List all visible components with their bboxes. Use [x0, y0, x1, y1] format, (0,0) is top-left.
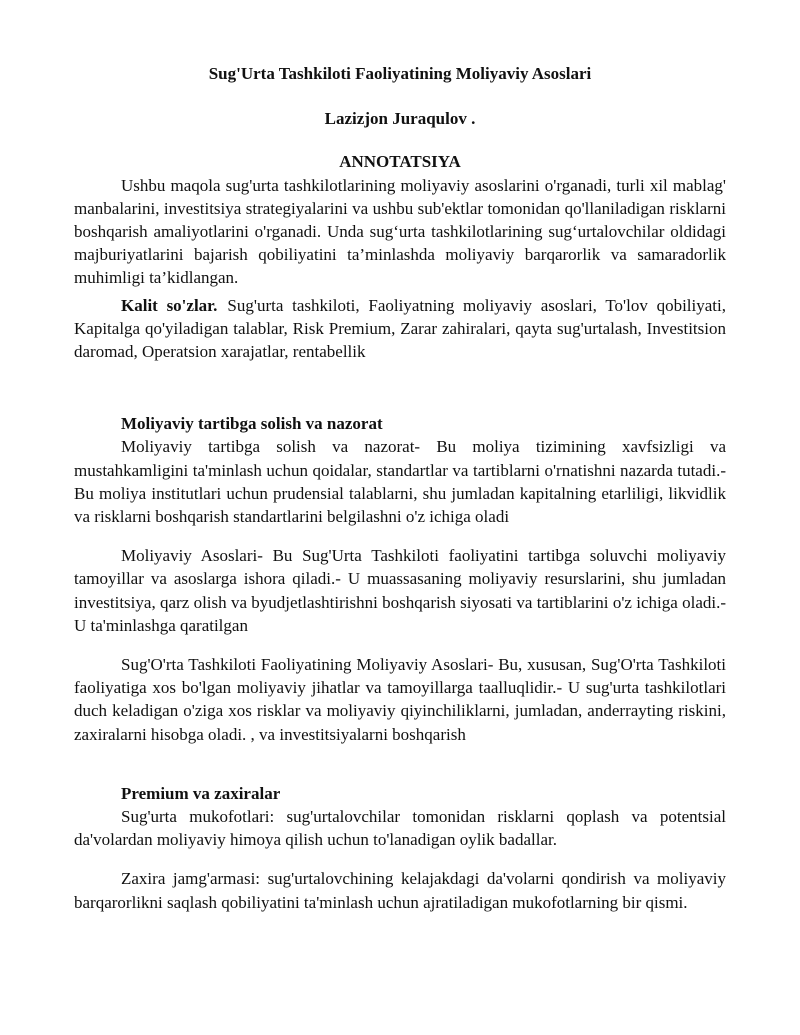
- section-heading-premium: Premium va zaxiralar: [121, 783, 281, 803]
- keywords-text: Sug'urta tashkiloti, Faoliyatning moliyaviy asoslari, To'lov qobiliyati, Kapitalga qo'yiladigan talablar, Risk Premium, Zarar zahiralari, qayta sug'urtalash, Investitsion daromad, Operatsion xarajatlar, rentabellik: [74, 295, 726, 362]
- annotation-text: Ushbu maqola sug'urta tashkilotlarining moliyaviy asoslarini o'rganadi, turli xil mablag' manbalarini, investitsiya strategiyalarini va ushbu sub'ektlar tomonidan qo'llaniladigan risklarni boshqarish amaliyotlarini o'rganadi. Unda sug‘urta tashkilotlarining sug‘urtalovchilar oldidagi majburiyatlarini bajarish qobiliyatini ta’minlashda moliyaviy barqarorlik va samaradorlik muhimligi ta’kidlangan.: [74, 175, 726, 288]
- section1-paragraph-2: Moliyaviy Asoslari- Bu Sug'Urta Tashkiloti faoliyatini tartibga soluvchi moliyaviy tamoyillar va asoslarga ishora qiladi.- U muassasaning moliyaviy resurslarini, shu jumladan investitsiya, qarz olish va byudjetlashtirishni boshqarish siyosati va tartiblarini o'z ichiga oladi.- U ta'minlashga qaratilgan: [74, 546, 726, 635]
- document-page: [74, 62, 726, 914]
- section1-paragraph-3: Sug'O'rta Tashkiloti Faoliyatining Moliyaviy Asoslari- Bu, xususan, Sug'O'rta Tashkiloti faoliyatiga xos bo'lgan moliyaviy jihatlar va tamoyillarga taalluqlidir.- U sug'urta tashkilotlari duch keladigan o'ziga xos risklar va moliyaviy qiyinchiliklarni, jumladan, anderrayting riskini, zaxiralarni hisobga oladi. , va investitsiyalarni boshqarish: [74, 655, 726, 744]
- paper-title: Sug'Urta Tashkiloti Faoliyatining Moliyaviy Asoslari: [208, 64, 592, 83]
- keywords-label: Kalit so'zlar.: [121, 295, 218, 315]
- annotation-heading: ANNOTATSIYA: [339, 152, 461, 172]
- keywords-paragraph: [74, 294, 726, 364]
- section2-paragraph-2: Zaxira jamg'armasi: sug'urtalovchining kelajakdagi da'volarni qondirish va moliyaviy barqarorlikni saqlash qobiliyatini ta'minlash uchun ajratiladigan mukofotlarning bir qismi.: [74, 869, 726, 912]
- section1-paragraph-1: Moliyaviy tartibga solish va nazorat- Bu moliya tizimining xavfsizligi va mustahkamligini ta'minlash uchun qoidalar, standartlar va tartiblarni o'rnatishni nazarda tutadi.- Bu moliya institutlari uchun prudensial talablarni, shu jumladan kapitalning etarliligi, likvidlik va risklarni boshqarish standartlarini belgilashni o'z ichiga oladi: [74, 437, 726, 527]
- section2-paragraph-1: Sug'urta mukofotlari: sug'urtalovchilar tomonidan risklarni qoplash va potentsial da'volardan moliyaviy himoya qilish uchun to'lanadigan oylik badallar.: [74, 807, 726, 850]
- section-heading-regulation: Moliyaviy tartibga solish va nazorat: [121, 414, 383, 434]
- paper-author: Lazizjon Juraqulov .: [324, 109, 476, 129]
